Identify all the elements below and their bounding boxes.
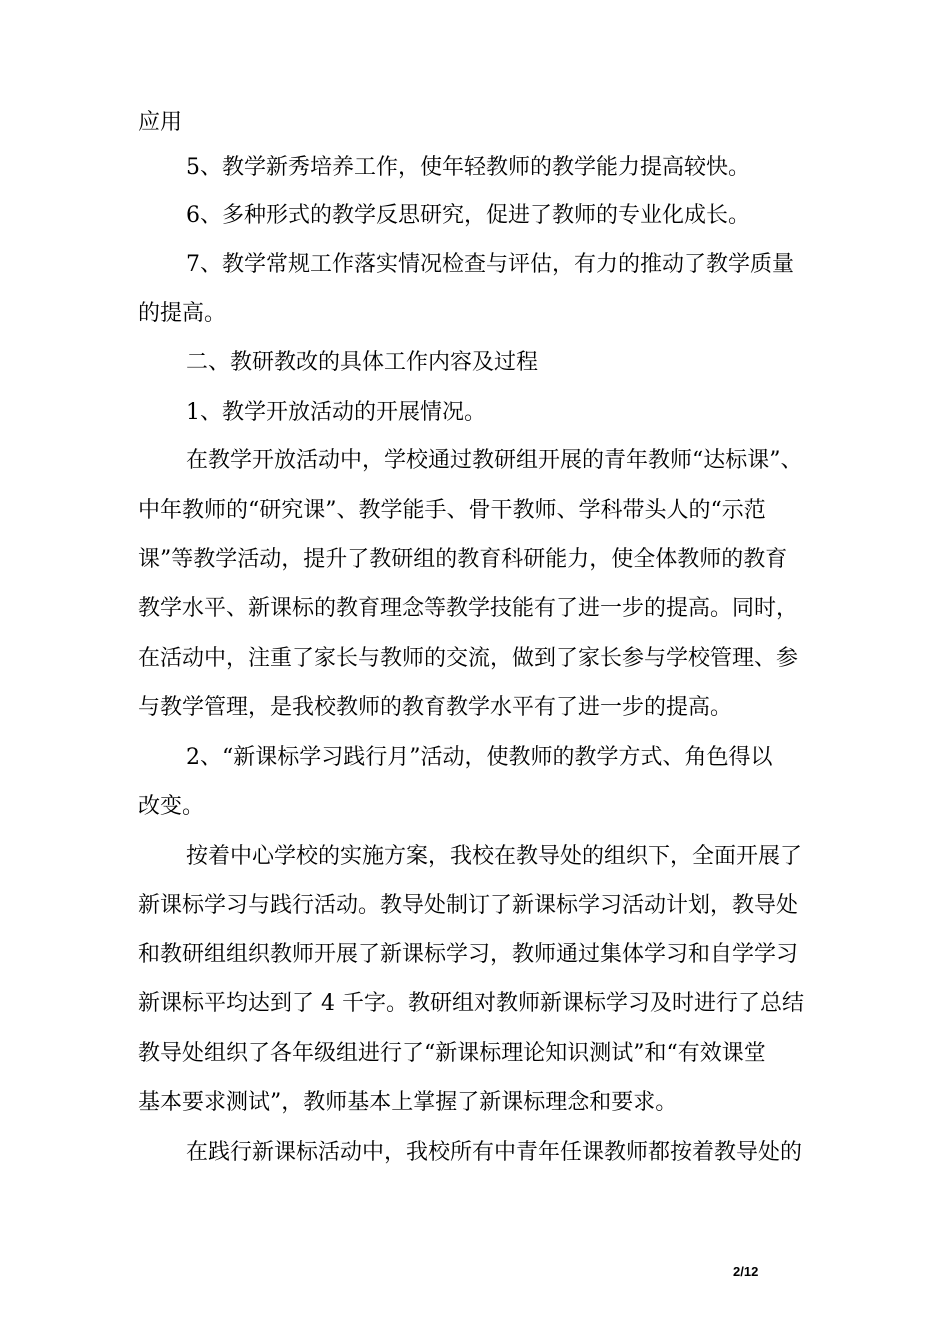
text-line: 与教学管理，是我校教师的教育教学水平有了进一步的提高。	[138, 695, 733, 720]
text-line: 按着中心学校的实施方案，我校在教导处的组织下，全面开展了	[186, 844, 803, 869]
text-line: 中年教师的“研究课”、教学能手、骨干教师、学科带头人的“示范	[138, 498, 766, 523]
list-item-7: 7、教学常规工作落实情况检查与评估，有力的推动了教学质量	[186, 252, 794, 277]
text-line: 新课标平均达到了 4 千字。教研组对教师新课标学习及时进行了总结	[138, 991, 804, 1016]
subsection-heading: 1、教学开放活动的开展情况。	[186, 400, 486, 425]
section-heading: 二、教研教改的具体工作内容及过程	[186, 350, 539, 375]
text-line: 基本要求测试”，教师基本上掌握了新课标理念和要求。	[138, 1090, 678, 1115]
text-line: 和教研组组织教师开展了新课标学习，教师通过集体学习和自学学习	[138, 942, 799, 967]
text-line: 教学水平、新课标的教育理念等教学技能有了进一步的提高。同时，	[138, 596, 799, 621]
text-line: 在活动中，注重了家长与教师的交流，做到了家长参与学校管理、参	[138, 646, 799, 671]
list-item-5: 5、教学新秀培养工作，使年轻教师的教学能力提高较快。	[186, 155, 750, 180]
text-line: 课”等教学活动，提升了教研组的教育科研能力，使全体教师的教育	[138, 547, 788, 572]
text-line: 改变。	[138, 794, 205, 819]
text-line: 应用	[138, 110, 183, 135]
list-item-6: 6、多种形式的教学反思研究，促进了教师的专业化成长。	[186, 203, 750, 228]
text-line: 新课标学习与践行活动。教导处制订了新课标学习活动计划，教导处	[138, 893, 799, 918]
text-line: 的提高。	[138, 301, 227, 326]
text-line: 教导处组织了各年级组进行了“新课标理论知识测试”和“有效课堂	[138, 1041, 766, 1066]
text-line: 在教学开放活动中，学校通过教研组开展的青年教师“达标课”、	[186, 448, 803, 473]
text-line: 在践行新课标活动中，我校所有中青年任课教师都按着教导处的	[186, 1140, 803, 1165]
subsection-heading: 2、“新课标学习践行月”活动，使教师的教学方式、角色得以	[186, 745, 773, 770]
page-number: 2/12	[733, 1264, 759, 1279]
